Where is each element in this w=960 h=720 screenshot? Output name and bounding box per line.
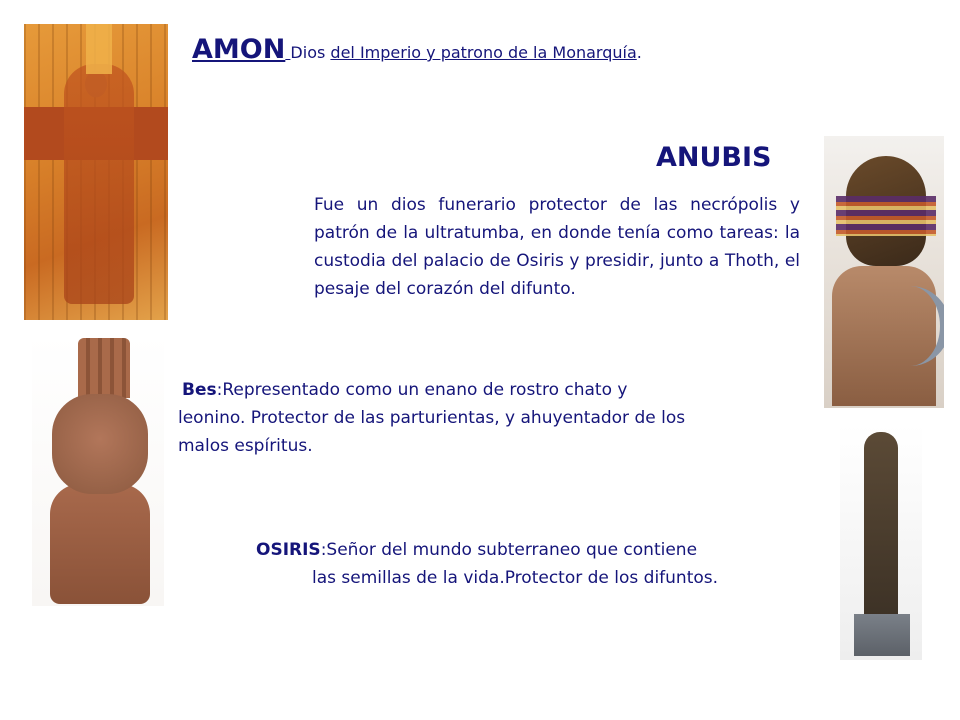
- anubis-illustration-image: [824, 136, 944, 408]
- amon-relief-image: [24, 24, 168, 320]
- bes-torso: [50, 484, 150, 604]
- bes-crown: [78, 338, 130, 398]
- amon-text-a: Dios: [290, 43, 331, 62]
- osiris-statue: [864, 432, 898, 618]
- amon-caption: [192, 34, 642, 65]
- bes-face: [52, 394, 148, 494]
- osiris-base: [854, 614, 910, 656]
- osiris-description-line2: las semillas de la vida.Protector de los difuntos.: [312, 568, 719, 588]
- osiris-statue-image: [840, 424, 922, 660]
- amon-figure: [64, 64, 134, 304]
- bes-description: :Representado como un enano de rostro chato y leonino. Protector de las parturientas, y ahuyentador de los malos espíritus.: [178, 380, 686, 456]
- osiris-caption: [256, 536, 816, 592]
- osiris-name: OSIRIS: [256, 540, 321, 560]
- anubis-description: Fue un dios funerario protector de las necrópolis y patrón de la ultratumba, en donde tenía como tareas: la custodia del palacio de Osiris y presidir, junto a Thoth, el pesaje del corazón del difunto.: [314, 195, 800, 299]
- anubis-blade: [894, 286, 944, 366]
- osiris-description-line1: :Señor del mundo subterraneo que contiene: [320, 540, 698, 560]
- anubis-title: ANUBIS: [656, 142, 772, 173]
- bes-caption: [178, 376, 698, 460]
- anubis-headdress: [836, 196, 936, 236]
- bes-name: Bes: [182, 380, 217, 400]
- bes-statue-image: [32, 334, 164, 606]
- amon-period: .: [636, 43, 642, 62]
- amon-text-b: del Imperio y patrono de la Monarquía: [330, 43, 637, 62]
- amon-crown: [86, 24, 112, 74]
- amon-name: AMON: [192, 34, 286, 65]
